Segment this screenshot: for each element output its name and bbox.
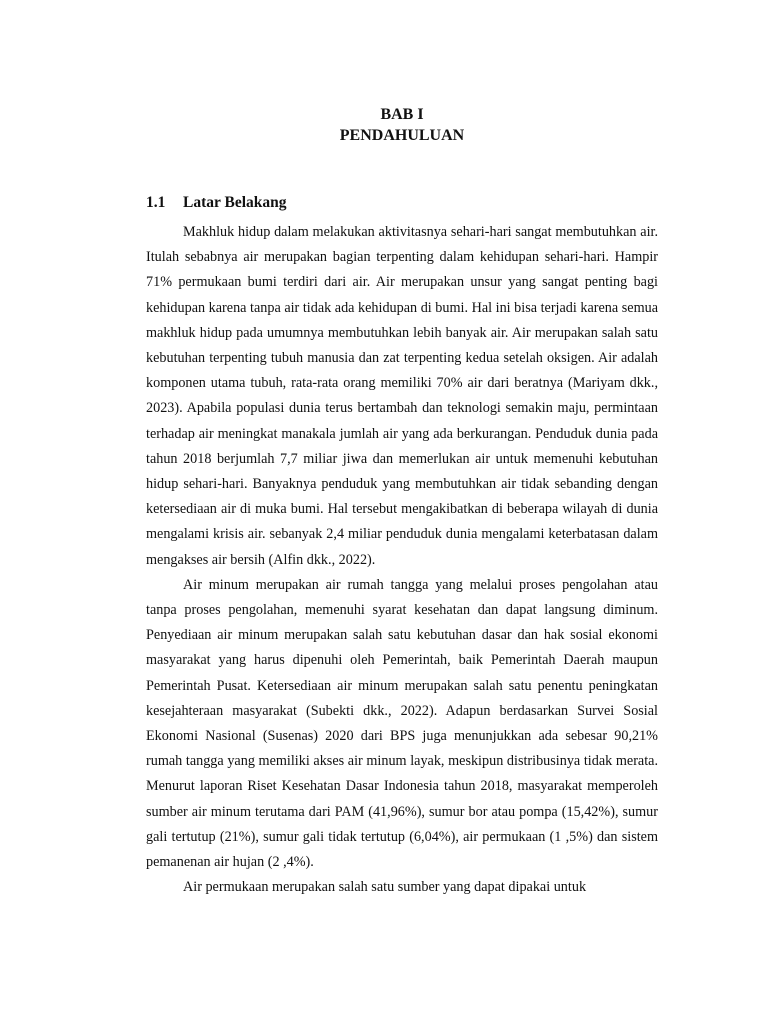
document-page [146, 104, 658, 900]
paragraph: Air permukaan merupakan salah satu sumber yang dapat dipakai untuk [183, 879, 587, 896]
chapter-title: PENDAHULUAN [339, 127, 465, 144]
paragraph: Air minum merupakan air rumah tangga yang melalui proses pengolahan atau tanpa proses pengolahan, memenuhi syarat kesehatan dan dapat langsung diminum. Penyediaan air minum merupakan salah satu kebutuhan dasar dan hak sosial ekonomi masyarakat yang harus dipenuhi oleh Pemerintah, baik Pemerintah Daerah maupun Pemerintah Pusat. Ketersediaan air minum merupakan salah satu penentu peningkatan kesejahteraan masyarakat (Subekti dkk., 2022). Adapun berdasarkan Survei Sosial Ekonomi Nasional (Susenas) 2020 dari BPS juga menunjukkan ada sebesar 90,21% rumah tangga yang memiliki akses air minum layak, meskipun distribusinya tidak merata. Menurut laporan Riset Kesehatan Dasar Indonesia tahun 2018, masyarakat memperoleh sumber air minum terutama dari PAM (41,96%), sumur bor atau pompa (15,42%), sumur gali tertutup (21%), sumur gali tidak tertutup (6,04%), air permukaan (1 ,5%) dan sistem pemanenan air hujan (2 ,4%). [146, 576, 658, 871]
section-title: Latar Belakang [183, 194, 287, 211]
paragraph: Makhluk hidup dalam melakukan aktivitasnya sehari-hari sangat membutuhkan air. Itulah sebabnya air merupakan bagian terpenting dalam kehidupan sehari-hari. Hampir 71% permukaan bumi terdiri dari air. Air merupakan unsur yang sangat penting bagi kehidupan karena tanpa air tidak ada kehidupan di bumi. Hal ini bisa terjadi karena semua makhluk hidup pada umumnya membutuhkan lebih banyak air. Air merupakan salah satu kebutuhan terpenting tubuh manusia dan zat terpenting kedua setelah oksigen. Air adalah komponen utama tubuh, rata-rata orang memiliki 70% air dari beratnya (Mariyam dkk., 2023). Apabila populasi dunia terus bertambah dan teknologi semakin maju, permintaan terhadap air meningkat manakala jumlah air yang ada berkurangan. Penduduk dunia pada tahun 2018 berjumlah 7,7 miliar jiwa dan memerlukan air untuk memenuhi kebutuhan hidup sehari-hari. Banyaknya penduduk yang membutuhkan air tidak sebanding dengan ketersediaan air di muka bumi. Hal tersebut mengakibatkan di beberapa wilayah di dunia mengalami krisis air. sebanyak 2,4 miliar penduduk dunia mengalami keterbatasan dalam mengakses air bersih (Alfin dkk., 2022). [146, 224, 658, 568]
section-heading [146, 193, 658, 213]
body-text [146, 220, 658, 900]
section-number: 1.1 [146, 194, 166, 211]
chapter-label: BAB I [380, 106, 424, 123]
